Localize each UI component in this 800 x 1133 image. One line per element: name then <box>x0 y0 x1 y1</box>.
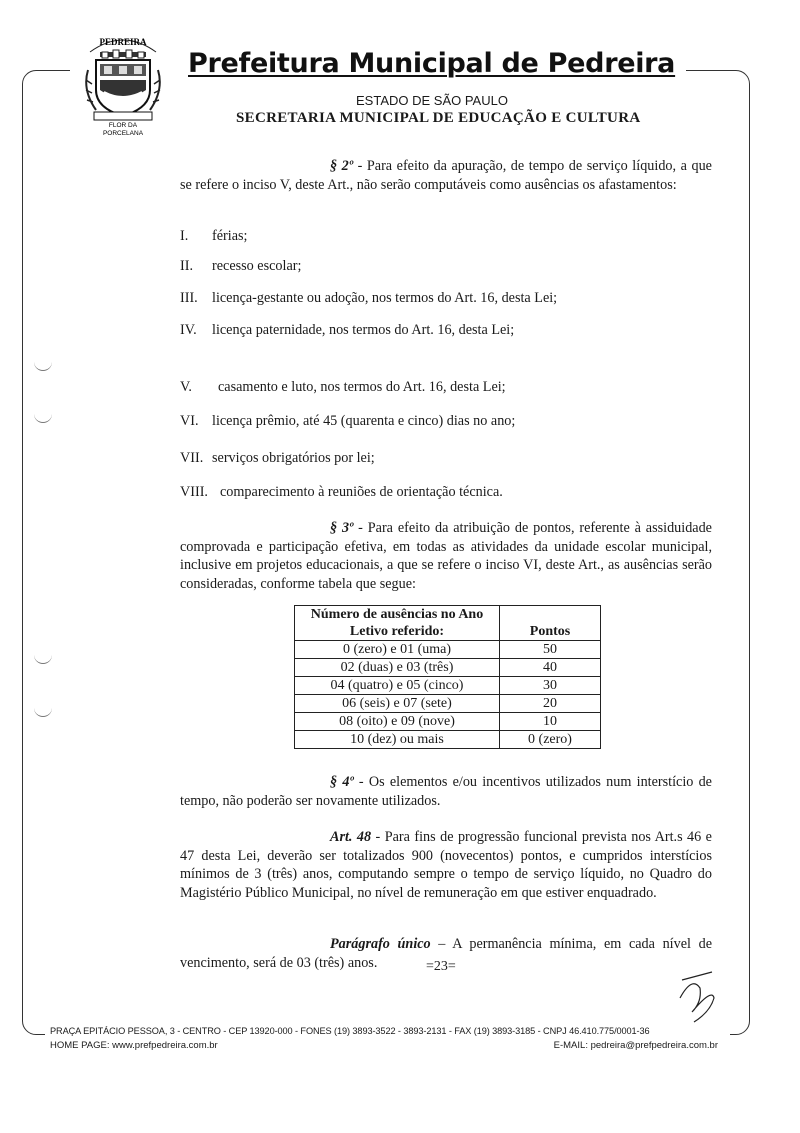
page-title: Prefeitura Municipal de Pedreira <box>188 48 676 79</box>
table-header-absences: Número de ausências no Ano Letivo referido: <box>295 606 500 641</box>
handwritten-initials <box>672 968 718 1026</box>
list-item: I. férias; <box>180 228 248 244</box>
paragrafo-unico-text: – A permanência mínima, em cada nível de vencimento, será de 03 (três) anos. <box>180 936 712 971</box>
paragraph-4 <box>180 773 712 810</box>
paragraph-3-text: - Para efeito da atribuição de pontos, referente à assiduidade comprovada e participação efetiva, em todas as atividades da unidade escolar municipal, inclusive em projetos educacionais, a que se refere o inciso VI, deste Art., as ausências serão consideradas, conforme tabela que segue: <box>180 520 712 592</box>
table-header-points: Pontos <box>500 606 601 641</box>
paragrafo-unico-label: Parágrafo único <box>330 936 431 952</box>
footer-email: E-MAIL: pedreira@prefpedreira.com.br <box>553 1040 718 1051</box>
article-48-text: - Para fins de progressão funcional prevista nos Art.s 46 e 47 desta Lei, deverão ser totalizados 900 (novecentos) pontos, e cumpridos interstícios mínimos de 3 (três) anos, computando sempre o tempo de serviço líquido, no Quadro do Magistério Público Municipal, no nível de remuneração em que estiver enquadrado. <box>180 829 712 901</box>
municipal-seal-icon <box>82 30 164 138</box>
paragraph-3-label: § 3º <box>330 520 354 536</box>
list-item: IV. licença paternidade, nos termos do Art. 16, desta Lei; <box>180 322 515 338</box>
paragraph-4-text: - Os elementos e/ou incentivos utilizados num interstício de tempo, não poderão ser novamente utilizados. <box>180 774 712 809</box>
state-name: ESTADO DE SÃO PAULO <box>356 93 508 108</box>
list-item: VIII. comparecimento à reuniões de orientação técnica. <box>180 484 503 500</box>
svg-text:PEDREIRA: PEDREIRA <box>99 37 147 47</box>
paragraph-4-label: § 4º <box>330 774 354 790</box>
department-name: SECRETARIA MUNICIPAL DE EDUCAÇÃO E CULTURA <box>236 110 641 126</box>
list-item: III. licença-gestante ou adoção, nos termos do Art. 16, desta Lei; <box>180 290 558 306</box>
svg-text:PORCELANA: PORCELANA <box>102 130 144 137</box>
table-row: 10 (dez) ou mais 0 (zero) <box>295 731 601 749</box>
paragraph-3 <box>180 519 712 593</box>
page-number: =23= <box>426 959 456 974</box>
footer-homepage: HOME PAGE: www.prefpedreira.com.br <box>50 1040 218 1051</box>
svg-text:FLOR DA: FLOR DA <box>108 122 138 129</box>
list-item: V. casamento e luto, nos termos do Art. 16, desta Lei; <box>180 379 506 395</box>
table-row: 06 (seis) e 07 (sete) 20 <box>295 695 601 713</box>
list-item: II. recesso escolar; <box>180 258 302 274</box>
list-item: VII. serviços obrigatórios por lei; <box>180 450 375 466</box>
article-48 <box>180 828 712 902</box>
table-header-row <box>295 606 601 641</box>
footer-address: PRAÇA EPITÁCIO PESSOA, 3 - CENTRO - CEP 13920-000 - FONES (19) 3893-3522 - 3893-2131 - FAX (19) 3893-3185 - CNPJ 46.410.775/0001-36 <box>50 1026 650 1036</box>
paragraph-2-text: - Para efeito da apuração, de tempo de serviço líquido, a que se refere o inciso V, deste Art., não serão computáveis como ausências os afastamentos: <box>180 158 712 193</box>
paragraph-2 <box>180 157 712 194</box>
table-row: 04 (quatro) e 05 (cinco) 30 <box>295 677 601 695</box>
points-table <box>294 605 601 749</box>
table-row: 08 (oito) e 09 (nove) 10 <box>295 713 601 731</box>
table-row: 0 (zero) e 01 (uma) 50 <box>295 641 601 659</box>
paragraph-2-label: § 2º <box>330 158 354 174</box>
article-48-label: Art. 48 <box>330 829 372 845</box>
list-item: VI. licença prêmio, até 45 (quarenta e cinco) dias no ano; <box>180 413 516 429</box>
table-row: 02 (duas) e 03 (três) 40 <box>295 659 601 677</box>
